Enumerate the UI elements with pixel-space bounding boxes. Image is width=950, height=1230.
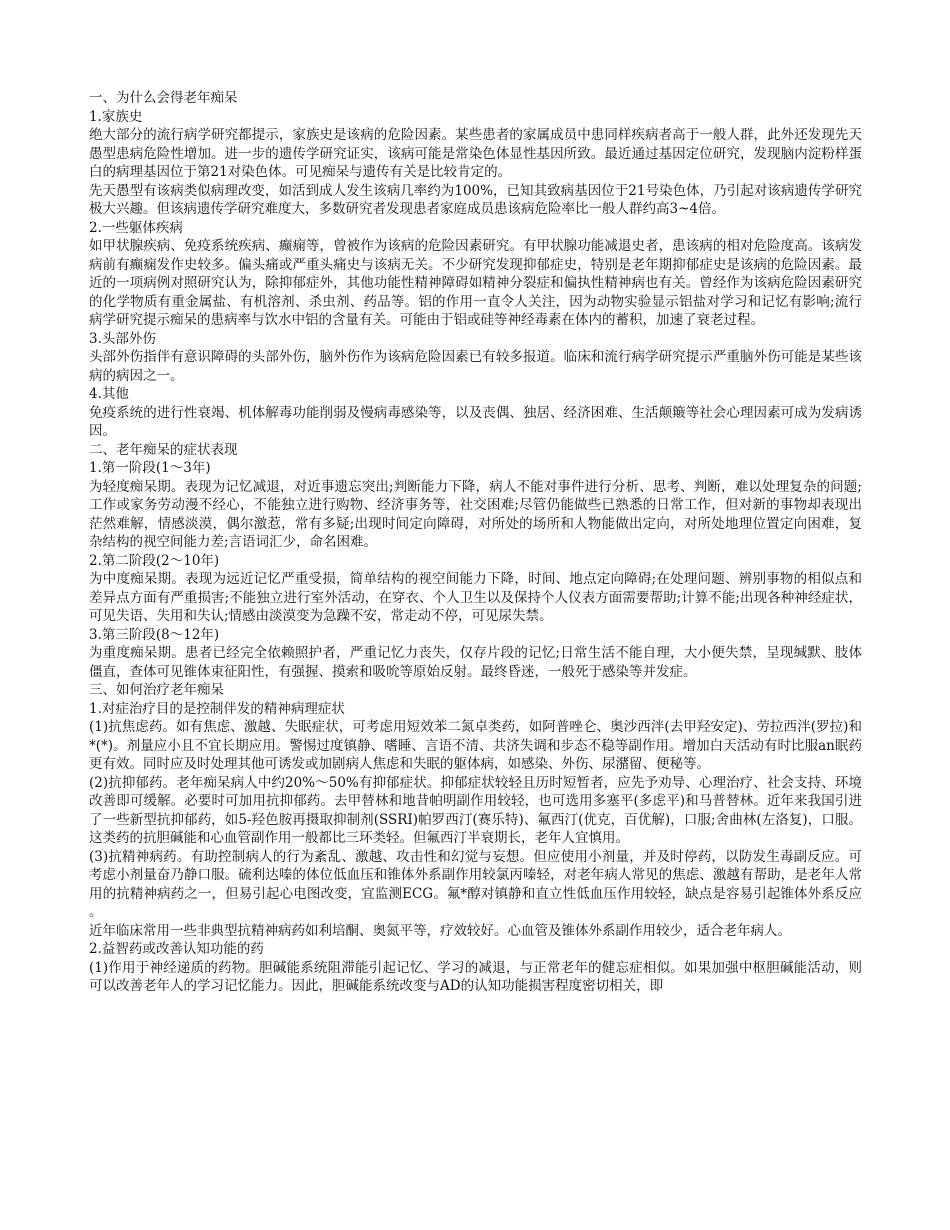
section-heading: 三、如何治疗老年痴呆	[89, 682, 224, 698]
paragraph: (3)抗精神病药。有助控制病人的行为紊乱、激越、攻击性和幻觉与妄想。但应使用小剂量，并及时停药，以防发生毒副反应。可考虑小剂量奋乃静口服。硫利达嗪的体位低血压和锥体外系副作用较氯丙嗪轻，对老年病人常见的焦虑、激越有帮助，是老年人常用的抗精神病药之一，但易引起心电图改变，宜监测ECG。氟*醇对镇静和直立性低血压作用较轻，缺点是容易引起锥体外系反应。	[89, 848, 862, 920]
subsection-heading: 4.其他	[89, 386, 129, 402]
subsection-heading: 1.第一阶段(1～3年)	[89, 460, 211, 476]
subsection-heading: 1.对症治疗目的是控制伴发的精神病理症状	[89, 700, 345, 717]
subsection-heading: 3.头部外伤	[89, 330, 156, 347]
paragraph: 先天愚型有该病类似病理改变，如活到成人发生该病几率约为100%，已知其致病基因位于21号染色体，乃引起对该病遗传学研究极大兴趣。但该病遗传学研究难度大，多数研究者发现患者家庭成员患该病危险率比一般人群约高3~4倍。	[89, 182, 862, 217]
section-heading: 一、为什么会得老年痴呆	[89, 90, 238, 106]
paragraph: 为轻度痴呆期。表现为记忆减退，对近事遗忘突出;判断能力下降，病人不能对事件进行分析、思考、判断，难以处理复杂的问题;工作或家务劳动漫不经心，不能独立进行购物、经济事务等，社交困难;尽管仍能做些已熟悉的日常工作，但对新的事物却表现出茫然难解，情感淡漠，偶尔激惹，常有多疑;出现时间定向障碍，对所处的场所和人物能做出定向，对所处地理位置定向困难，复杂结构的视空间能力差;言语词汇少，命名困难。	[89, 478, 862, 550]
paragraph: 如甲状腺疾病、免疫系统疾病、癫痫等，曾被作为该病的危险因素研究。有甲状腺功能减退史者，患该病的相对危险度高。该病发病前有癫痫发作史较多。偏头痛或严重头痛史与该病无关。不少研究发现抑郁症史，特别是老年期抑郁症史是该病的危险因素。最近的一项病例对照研究认为，除抑郁症外，其他功能性精神障碍如精神分裂症和偏执性精神病也有关。曾经作为该病危险因素研究的化学物质有重金属盐、有机溶剂、杀虫剂、药品等。铝的作用一直令人关注，因为动物实验显示铝盐对学习和记忆有影响;流行病学研究提示痴呆的患病率与饮水中铝的含量有关。可能由于铝或硅等神经毒素在体内的蓄积，加速了衰老过程。	[89, 238, 862, 328]
paragraph: 为中度痴呆期。表现为远近记忆严重受损，简单结构的视空间能力下降，时间、地点定向障碍;在处理问题、辨别事物的相似点和差异点方面有严重损害;不能独立进行室外活动，在穿衣、个人卫生以及保持个人仪表方面需要帮助;计算不能;出现各种神经症状，可见失语、失用和失认;情感由淡漠变为急躁不安，常走动不停，可见尿失禁。	[89, 571, 862, 624]
paragraph: 绝大部分的流行病学研究都提示，家族史是该病的危险因素。某些患者的家属成员中患同样疾病者高于一般人群，此外还发现先天愚型患病危险性增加。进一步的遗传学研究证实，该病可能是常染色体显性基因所致。最近通过基因定位研究，发现脑内淀粉样蛋白的病理基因位于第21对染色体。可见痴呆与遗传有关是比较肯定的。	[89, 127, 862, 180]
paragraph: (1)作用于神经递质的药物。胆碱能系统阻滞能引起记忆、学习的减退，与正常老年的健忘症相似。如果加强中枢胆碱能活动，则可以改善老年人的学习记忆能力。因此，胆碱能系统改变与AD的认知功能损害程度密切相关，即	[89, 959, 862, 994]
subsection-heading: 3.第三阶段(8～12年)	[89, 626, 220, 643]
document-page	[89, 89, 862, 996]
paragraph: 近年临床常用一些非典型抗精神病药如利培酮、奥氮平等，疗效较好。心血管及锥体外系副作用较少，适合老年病人。	[89, 922, 791, 939]
subsection-heading: 1.家族史	[89, 108, 143, 125]
paragraph: 为重度痴呆期。患者已经完全依赖照护者，严重记忆力丧失，仅存片段的记忆;日常生活不能自理，大小便失禁，呈现缄默、肢体僵直，查体可见锥体束征阳性，有强握、摸索和吸吮等原始反射。最终昏迷，一般死于感染等并发症。	[89, 645, 862, 680]
paragraph: (1)抗焦虑药。如有焦虑、激越、失眠症状，可考虑用短效苯二氮卓类药，如阿普唑仑、奥沙西泮(去甲羟安定)、劳拉西泮(罗拉)和*(*)。剂量应小且不宜长期应用。警惕过度镇静、嗜睡、言语不清、共济失调和步态不稳等副作用。增加白天活动有时比服an眠药更有效。同时应及时处理其他可诱发或加剧病人焦虑和失眠的躯体病，如感染、外伤、尿潴留、便秘等。	[89, 719, 862, 772]
paragraph: 免疫系统的进行性衰竭、机体解毒功能削弱及慢病毒感染等，以及丧偶、独居、经济困难、生活颠簸等社会心理因素可成为发病诱因。	[89, 404, 862, 439]
subsection-heading: 2.一些躯体疾病	[89, 219, 183, 236]
paragraph: (2)抗抑郁药。老年痴呆病人中约20%～50%有抑郁症状。抑郁症状较轻且历时短暂者，应先予劝导、心理治疗、社会支持、环境改善即可缓解。必要时可加用抗抑郁药。去甲替林和地昔帕明副作用较轻，也可选用多塞平(多虑平)和马普替林。近年来我国引进了一些新型抗抑郁药，如5-羟色胺再摄取抑制剂(SSRI)帕罗西汀(赛乐特)、氟西汀(优克，百优解)，口服;舍曲林(左洛复)，口服。这类药的抗胆碱能和心血管副作用一般都比三环类轻。但氟西汀半衰期长，老年人宜慎用。	[89, 774, 862, 846]
paragraph: 头部外伤指伴有意识障碍的头部外伤，脑外伤作为该病危险因素已有较多报道。临床和流行病学研究提示严重脑外伤可能是某些该病的病因之一。	[89, 349, 862, 384]
subsection-heading: 2.益智药或改善认知功能的药	[89, 941, 264, 957]
subsection-heading: 2.第二阶段(2～10年)	[89, 552, 220, 569]
section-heading: 二、老年痴呆的症状表现	[89, 441, 238, 458]
